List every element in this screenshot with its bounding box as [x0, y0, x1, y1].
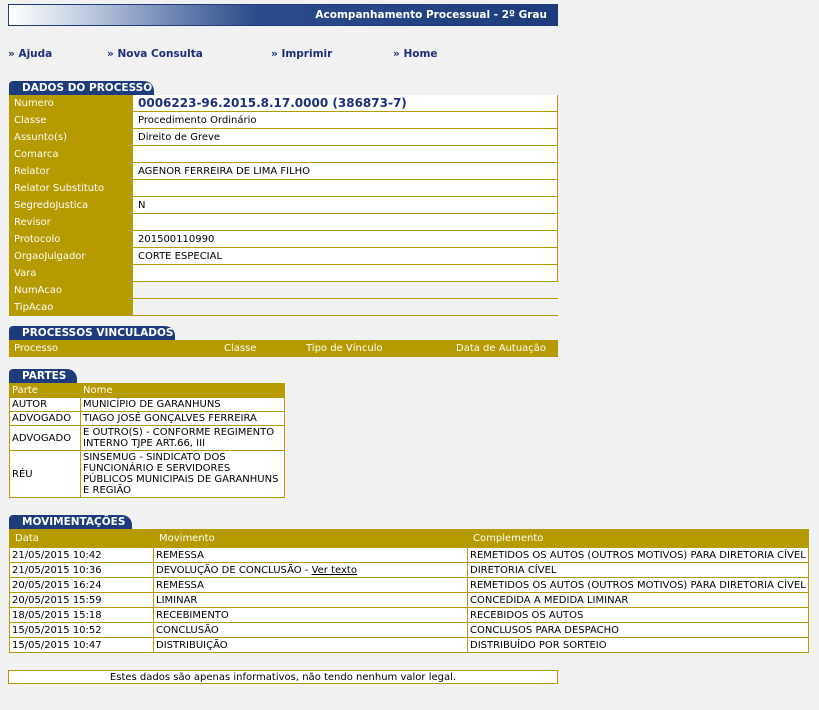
nav-link-ajuda[interactable]: » Ajuda [8, 48, 53, 60]
dados-row [9, 299, 558, 316]
dados-value: CORTE ESPECIAL [133, 248, 558, 265]
column-header-complemento: Complemento [468, 530, 809, 548]
movimento-text: RECEBIMENTO [156, 609, 229, 621]
nav-link-nova-consulta[interactable]: » Nova Consulta [107, 48, 203, 60]
movimentacao-movimento [154, 623, 468, 638]
column-header-processo: Processo [9, 340, 219, 357]
dados-value [133, 265, 558, 282]
movimentacao-complemento: CONCEDIDA A MEDIDA LIMINAR [468, 593, 809, 608]
dados-label: Relator Substituto [9, 180, 133, 197]
movimento-text: LIMINAR [156, 594, 198, 606]
partes-table [9, 383, 285, 498]
movimentacao-movimento [154, 593, 468, 608]
movimentacao-complemento: RECEBIDOS OS AUTOS [468, 608, 809, 623]
movimentacao-data: 20/05/2015 16:24 [10, 578, 154, 593]
dados-value [133, 282, 558, 299]
movimentacao-data: 21/05/2015 10:36 [10, 563, 154, 578]
movimentacao-movimento [154, 608, 468, 623]
dados-label: TipAcao [9, 299, 133, 316]
dados-row [9, 163, 558, 180]
movimentacao-movimento [154, 548, 468, 563]
section-tab-processos-vinculados: PROCESSOS VINCULADOS [9, 326, 175, 340]
dados-row [9, 282, 558, 299]
dados-label: SegredoJustica [9, 197, 133, 214]
partes-row [10, 412, 285, 426]
dados-value [133, 299, 558, 316]
dados-value: 201500110990 [133, 231, 558, 248]
partes-row [10, 398, 285, 412]
dados-label: Relator [9, 163, 133, 180]
partes-row [10, 451, 285, 498]
dados-row [9, 214, 558, 231]
dados-row [9, 265, 558, 282]
parte-tipo: AUTOR [10, 398, 81, 412]
column-header-nome: Nome [81, 384, 285, 398]
dados-row [9, 197, 558, 214]
movimento-text: REMESSA [156, 579, 204, 591]
movimento-text: DISTRIBUIÇÃO [156, 639, 228, 651]
movimentacao-movimento [154, 638, 468, 653]
column-header-data-autuacao: Data de Autuação [451, 340, 558, 357]
parte-nome: MUNICÍPIO DE GARANHUNS [81, 398, 285, 412]
dados-row [9, 95, 558, 112]
dados-label: Numero [9, 95, 133, 112]
movimentacoes-header-row [10, 530, 809, 548]
dados-value [133, 180, 558, 197]
dados-value: N [133, 197, 558, 214]
parte-nome: SINSEMUG - SINDICATO DOS FUNCIONÁRIO E SERVIDORES PÚBLICOS MUNICIPAIS DE GARANHUNS E REGIÃO [81, 451, 285, 498]
dados-value: Direito de Greve [133, 129, 558, 146]
parte-nome: TIAGO JOSÉ GONÇALVES FERREIRA [81, 412, 285, 426]
dados-row [9, 180, 558, 197]
disclaimer-footer: Estes dados são apenas informativos, não tendo nenhum valor legal. [8, 670, 558, 684]
column-header-tipo-vinculo: Tipo de Vínculo [301, 340, 451, 357]
column-header-movimento: Movimento [154, 530, 468, 548]
section-tab-partes: PARTES [9, 369, 77, 383]
parte-nome: E OUTRO(S) - CONFORME REGIMENTO INTERNO TJPE ART.66, III [81, 426, 285, 451]
dados-label: Assunto(s) [9, 129, 133, 146]
movimentacao-row [10, 638, 809, 653]
column-header-data: Data [10, 530, 154, 548]
dados-row [9, 248, 558, 265]
movimentacao-row [10, 548, 809, 563]
dados-value: 0006223-96.2015.8.17.0000 (386873-7) [133, 95, 558, 112]
movimentacao-row [10, 563, 809, 578]
movimentacoes-table [9, 529, 809, 653]
movimentacao-complemento: CONCLUSOS PARA DESPACHO [468, 623, 809, 638]
movimento-text: REMESSA [156, 549, 204, 561]
dados-row [9, 112, 558, 129]
movimentacao-complemento: DISTRIBUÍDO POR SORTEIO [468, 638, 809, 653]
dados-label: Vara [9, 265, 133, 282]
section-tab-dados-do-processo: DADOS DO PROCESSO [9, 81, 154, 95]
parte-tipo: RÉU [10, 451, 81, 498]
section-tab-movimentacoes: MOVIMENTAÇÕES [9, 515, 132, 529]
movimentacao-data: 15/05/2015 10:47 [10, 638, 154, 653]
movimentacao-row [10, 623, 809, 638]
movimentacao-data: 21/05/2015 10:42 [10, 548, 154, 563]
movimentacao-data: 18/05/2015 15:18 [10, 608, 154, 623]
movimento-text: CONCLUSÃO [156, 624, 219, 636]
movimentacao-row [10, 578, 809, 593]
dados-value: Procedimento Ordinário [133, 112, 558, 129]
dados-value: AGENOR FERREIRA DE LIMA FILHO [133, 163, 558, 180]
parte-tipo: ADVOGADO [10, 426, 81, 451]
parte-tipo: ADVOGADO [10, 412, 81, 426]
movimentacao-complemento: DIRETORIA CÍVEL [468, 563, 809, 578]
dados-processo-table [9, 95, 558, 316]
dados-label: NumAcao [9, 282, 133, 299]
movimentacao-movimento [154, 578, 468, 593]
dados-label: OrgaoJulgador [9, 248, 133, 265]
dados-label: Revisor [9, 214, 133, 231]
page-title: Acompanhamento Processual - 2º Grau [315, 9, 547, 21]
movimentacao-data: 15/05/2015 10:52 [10, 623, 154, 638]
nav-link-imprimir[interactable]: » Imprimir [271, 48, 333, 60]
movimentacao-row [10, 593, 809, 608]
dados-row [9, 129, 558, 146]
dados-label: Comarca [9, 146, 133, 163]
movimentacao-complemento: REMETIDOS OS AUTOS (OUTROS MOTIVOS) PARA DIRETORIA CÍVEL [468, 548, 809, 563]
dados-label: Classe [9, 112, 133, 129]
movimentacao-complemento: REMETIDOS OS AUTOS (OUTROS MOTIVOS) PARA DIRETORIA CÍVEL [468, 578, 809, 593]
partes-header-row [10, 384, 285, 398]
movimentacao-data: 20/05/2015 15:59 [10, 593, 154, 608]
nav-link-home[interactable]: » Home [393, 48, 438, 60]
page-header-banner [8, 4, 558, 26]
dados-row [9, 146, 558, 163]
movimentacao-movimento [154, 563, 468, 578]
ver-texto-link[interactable]: Ver texto [311, 564, 357, 576]
column-header-parte: Parte [10, 384, 81, 398]
dados-value [133, 214, 558, 231]
column-header-classe: Classe [219, 340, 301, 357]
processos-vinculados-table [9, 340, 558, 357]
movimento-text: DEVOLUÇÃO DE CONCLUSÃO - [156, 564, 312, 576]
partes-row [10, 426, 285, 451]
dados-value [133, 146, 558, 163]
dados-row [9, 231, 558, 248]
movimentacao-row [10, 608, 809, 623]
dados-label: Protocolo [9, 231, 133, 248]
